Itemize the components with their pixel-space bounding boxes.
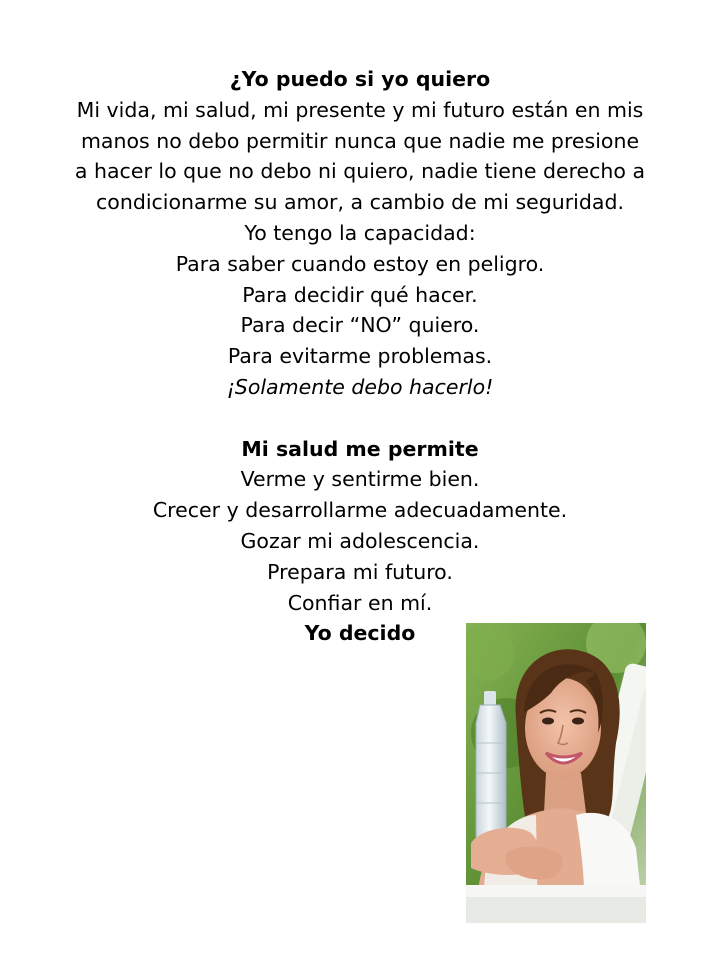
blank-line	[30, 403, 690, 434]
main-text	[30, 64, 690, 649]
health-item: Gozar mi adolescencia.	[240, 528, 480, 553]
paragraph-line: manos no debo permitir nunca que nadie me presione	[80, 128, 640, 153]
paragraph-line: condicionarme su amor, a cambio de mi seguridad.	[96, 190, 624, 215]
capacity-item: Para evitarme problemas.	[227, 344, 493, 369]
section2-closing: Yo decido	[304, 621, 416, 646]
capacity-item: Para saber cuando estoy en peligro.	[175, 251, 545, 276]
capacity-item: Para decir “NO” quiero.	[240, 313, 480, 338]
section1-title: ¿Yo puedo si yo quiero	[229, 67, 491, 91]
health-item: Crecer y desarrollarme adecuadamente.	[152, 498, 568, 523]
capacity-item: Para decidir qué hacer.	[242, 282, 478, 307]
health-item: Confiar en mí.	[287, 590, 433, 615]
health-item: Verme y sentirme bien.	[240, 467, 480, 492]
health-item: Prepara mi futuro.	[267, 559, 453, 584]
paragraph-line: a hacer lo que no debo ni quiero, nadie tiene derecho a	[74, 159, 646, 184]
section1-closing: ¡Solamente debo hacerlo!	[226, 374, 494, 399]
section2-title: Mi salud me permite	[241, 436, 479, 461]
paragraph-line: Mi vida, mi salud, mi presente y mi futuro están en mis	[76, 97, 644, 122]
capacity-intro: Yo tengo la capacidad:	[244, 220, 476, 245]
woman-with-water-bottle-photo	[466, 623, 646, 923]
